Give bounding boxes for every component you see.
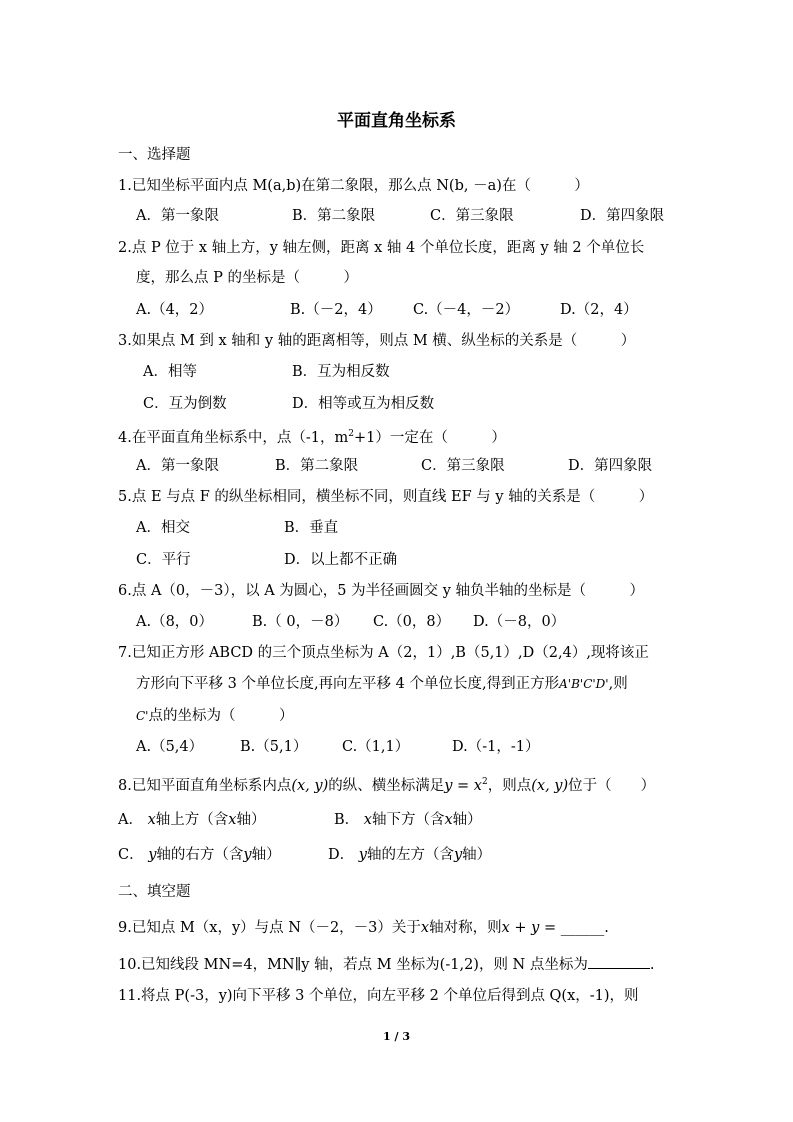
q4-option-b: B．第二象限	[275, 458, 359, 474]
q8-b-end: 轴）	[452, 812, 482, 828]
q8-option-b	[334, 810, 482, 830]
q8-option-d	[328, 845, 491, 865]
q5-option-d: D．以上都不正确	[284, 552, 398, 568]
q5-option-c: C．平行	[136, 552, 191, 568]
question-9-stem	[118, 918, 609, 938]
q6-option-a: A.（8，0）	[136, 614, 214, 630]
section-heading-fill: 二、填空题	[118, 884, 191, 900]
q1-option-a: A．第一象限	[136, 208, 219, 224]
q5-option-b: B．垂直	[284, 520, 339, 536]
question-2-stem-line1: 2.点 P 位于 x 轴上方，y 轴左侧，距离 x 轴 4 个单位长度，距离 y 轴 2 个单位长	[118, 240, 645, 256]
q8-b-text: 轴下方（含	[371, 812, 445, 828]
q7-square-label: A'B'C'D'	[559, 677, 609, 691]
question-7-stem-line2	[136, 674, 628, 694]
q6-option-b: B.（ 0，－8）	[252, 614, 349, 630]
q8-stem-mid: 的纵、横坐标满足	[328, 777, 445, 794]
q7-line3-post: 点的坐标为（ ）	[148, 708, 294, 724]
q8-c-var: y	[148, 847, 157, 863]
q8-c-var2: y	[243, 847, 252, 863]
q4-option-d: D．第四象限	[568, 458, 653, 474]
q8-stem-post: 位于（ ）	[568, 777, 656, 794]
question-7-stem-line1: 7.已知正方形 ABCD 的三个顶点坐标为 A（2，1）,B（5,1）,D（2,4）,现将该正	[118, 645, 649, 661]
q8-a-var2: x	[228, 812, 237, 828]
section-heading-choice: 一、选择题	[118, 147, 191, 163]
q4-stem-pre: 4.在平面直角坐标系中，点（-1，m	[118, 429, 349, 446]
q7-point-label: C'	[136, 709, 149, 723]
q2-option-b: B.（－2，4）	[290, 302, 382, 318]
q8-d-var2: y	[453, 847, 463, 863]
q9-equation: x + y =	[501, 920, 557, 936]
q8-stem-mid2: ，则点	[487, 777, 532, 794]
q2-option-d: D.（2，4）	[560, 302, 638, 318]
q4-option-a: A．第一象限	[136, 458, 219, 474]
q1-option-b: B．第二象限	[292, 208, 376, 224]
q2-option-a: A.（4，2）	[136, 302, 214, 318]
question-8-stem	[118, 772, 655, 796]
q7-line2-pre: 方形向下平移 3 个单位长度,再向左平移 4 个单位长度,得到正方形	[136, 676, 560, 692]
q3-option-a: A．相等	[143, 364, 197, 380]
q9-stem-pre: 9.已知点 M（x，y）与点 N（－2，－3）关于	[118, 920, 421, 936]
q8-c-text: 轴的右方（含	[156, 847, 244, 863]
q4-option-c: C．第三象限	[421, 458, 505, 474]
q8-stem-pre: 8.已知平面直角坐标系内点	[118, 777, 292, 794]
q8-a-text: 轴上方（含	[155, 812, 229, 828]
q10-stem-text: 10.已知线段 MN=4，MN∥y 轴，若点 M 坐标为(-1,2)，则 N 点坐标为	[118, 957, 588, 973]
q8-b-label: B．	[334, 812, 360, 828]
q8-superscript: 2	[482, 777, 488, 787]
q1-option-d: D．第四象限	[580, 208, 665, 224]
q2-option-c: C.（－4，－2）	[413, 302, 520, 318]
q8-c-label: C．	[118, 847, 144, 863]
q1-option-c: C．第三象限	[430, 208, 514, 224]
q8-d-label: D．	[328, 847, 355, 863]
question-10-stem	[118, 954, 654, 975]
question-11-stem: 11.将点 P(-3，y)向下平移 3 个单位，向左平移 2 个单位后得到点 Q(x，-1)，则	[118, 988, 639, 1004]
question-4-stem	[118, 424, 506, 448]
question-2-stem-line2: 度，那么点 P 的坐标是（ ）	[136, 270, 358, 286]
q8-point: (x, y)	[291, 777, 329, 794]
question-3-stem: 3.如果点 M 到 x 轴和 y 轴的距离相等，则点 M 横、纵坐标的关系是（ ）	[118, 333, 636, 349]
q9-blank: ______.	[560, 920, 609, 936]
q9-var: x	[420, 920, 430, 936]
q8-equation: y = x	[444, 777, 482, 794]
page-title: 平面直角坐标系	[337, 111, 456, 131]
question-6-stem: 6.点 A（0，－3），以 A 为圆心，5 为半径画圆交 y 轴负半轴的坐标是（ ）	[118, 583, 645, 599]
q10-stem-end: .	[649, 957, 655, 973]
question-7-stem-line3	[136, 706, 293, 726]
q7-option-c: C.（1,1）	[342, 739, 410, 755]
q4-stem-post: +1）一定在（ ）	[353, 429, 506, 446]
q7-option-d: D.（-1，-1）	[452, 739, 540, 755]
q8-a-end: 轴）	[236, 812, 266, 828]
q6-option-d: D.（－8，0）	[473, 614, 566, 630]
q3-option-c: C．互为倒数	[143, 396, 227, 412]
q8-a-label: A．	[118, 812, 143, 828]
q8-c-end: 轴）	[251, 847, 281, 863]
q7-line2-post: ,则	[608, 676, 628, 692]
q8-d-var: y	[358, 847, 367, 863]
q6-option-c: C.（0，8）	[373, 614, 451, 630]
q8-d-text: 轴的左方（含	[366, 847, 454, 863]
q10-answer-blank	[588, 954, 650, 969]
q8-option-a	[118, 810, 265, 830]
question-5-stem: 5.点 E 与点 F 的纵坐标相同，横坐标不同，则直线 EF 与 y 轴的关系是（ ）	[118, 489, 654, 505]
q4-superscript: 2	[348, 429, 354, 439]
q8-a-var: x	[147, 812, 156, 828]
q8-option-c	[118, 845, 281, 865]
q8-d-end: 轴）	[462, 847, 492, 863]
q8-b-var: x	[363, 812, 372, 828]
q8-point2: (x, y)	[531, 777, 569, 794]
q3-option-d: D．相等或互为相反数	[292, 396, 435, 412]
q3-option-b: B．互为相反数	[292, 364, 390, 380]
q8-b-var2: x	[444, 812, 453, 828]
q7-option-a: A.（5,4）	[136, 739, 204, 755]
q5-option-a: A．相交	[136, 520, 190, 536]
q7-option-b: B.（5,1）	[240, 739, 308, 755]
page-number: 1 / 3	[383, 1030, 410, 1043]
q9-stem-mid: 轴对称，则	[429, 920, 502, 936]
question-1-stem: 1.已知坐标平面内点 M(a,b)在第二象限，那么点 N(b, －a)在（ ）	[118, 178, 589, 194]
